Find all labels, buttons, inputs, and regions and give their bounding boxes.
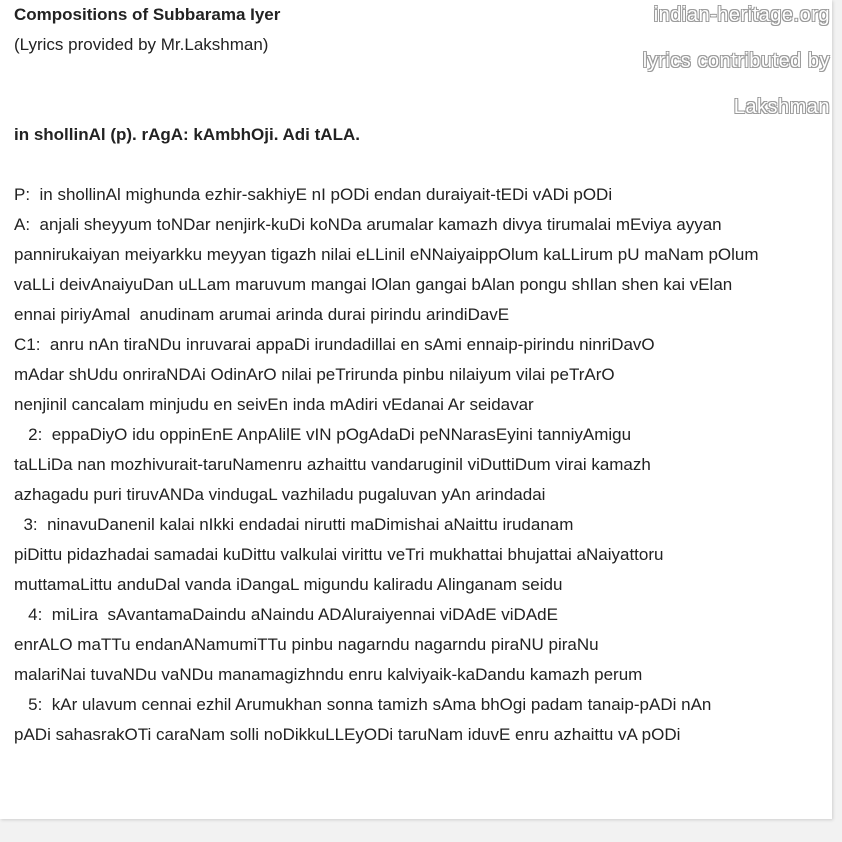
lyric-line: 2: eppaDiyO idu oppinEnE AnpAlilE vIN pOgAdaDi peNNarasEyini tanniyAmigu xyxy=(14,425,632,444)
lyric-line: muttamaLittu anduDal vanda iDangaL migundu kaliradu Alinganam seidu xyxy=(14,575,563,594)
lyric-line: pannirukaiyan meiyarkku meyyan tigazh nilai eLLinil eNNaiyaippOlum kaLLirum pU maNam pOlum xyxy=(14,245,759,264)
lyric-line: piDittu pidazhadai samadai kuDittu valkulai virittu veTri mukhattai bhujattai aNaiyattoru xyxy=(14,545,664,564)
lyric-line: azhagadu puri tiruvANDa vindugaL vazhiladu pugaluvan yAn arindadai xyxy=(14,485,546,504)
lyrics-block xyxy=(14,180,826,750)
lyric-line: A: anjali sheyyum toNDar nenjirk-kuDi koNDa arumalar kamazh divya tirumalai mEviya ayyan xyxy=(14,215,722,234)
lyric-line: nenjinil cancalam minjudu en seivEn inda mAdiri vEdanai Ar seidavar xyxy=(14,395,534,414)
lyric-line: 3: ninavuDanenil kalai nIkki endadai nirutti maDimishai aNaittu irudanam xyxy=(14,515,574,534)
lyric-line: 4: miLira sAvantamaDaindu aNaindu ADAluraiyennai viDAdE viDAdE xyxy=(14,605,558,624)
lyric-line: enrALO maTTu endanANamumiTTu pinbu nagarndu nagarndu piraNU piraNu xyxy=(14,635,599,654)
lyric-line: ennai piriyAmal anudinam arumai arinda durai pirindu arindiDavE xyxy=(14,305,510,324)
watermark-contributed: lyrics contributed by xyxy=(642,50,830,72)
lyric-line: malariNai tuvaNDu vaNDu manamagizhndu enru kalviyaik-kaDandu kamazh perum xyxy=(14,665,643,684)
watermark-site: indian-heritage.org xyxy=(653,4,830,26)
song-heading: in shollinAl (p). rAgA: kAmbhOji. Adi tALA. xyxy=(14,125,360,144)
page-title: Compositions of Subbarama Iyer xyxy=(14,5,281,24)
lyric-line: C1: anru nAn tiraNDu inruvarai appaDi irundadillai en sAmi ennaip-pirindu ninriDavO xyxy=(14,335,655,354)
lyric-line: vaLLi deivAnaiyuDan uLLam maruvum mangai lOlan gangai bAlan pongu shIlan shen kai vElan xyxy=(14,275,733,294)
lyric-line: pADi sahasrakOTi caraNam solli noDikkuLLEyODi taruNam iduvE enru azhaittu vA pODi xyxy=(14,725,681,744)
lyric-line: taLLiDa nan mozhivurait-taruNamenru azhaittu vandaruginil viDuttiDum virai kamazh xyxy=(14,455,651,474)
page-subtitle: (Lyrics provided by Mr.Lakshman) xyxy=(14,35,269,54)
watermark-contributor: Lakshman xyxy=(733,96,830,118)
lyric-line: 5: kAr ulavum cennai ezhil Arumukhan sonna tamizh sAma bhOgi padam tanaip-pADi nAn xyxy=(14,695,712,714)
lyric-line: P: in shollinAl mighunda ezhir-sakhiyE nI pODi endan duraiyait-tEDi vADi pODi xyxy=(14,185,613,204)
lyric-line: mAdar shUdu onriraNDAi OdinArO nilai peTrirunda pinbu nilaiyum vilai peTrArO xyxy=(14,365,615,384)
